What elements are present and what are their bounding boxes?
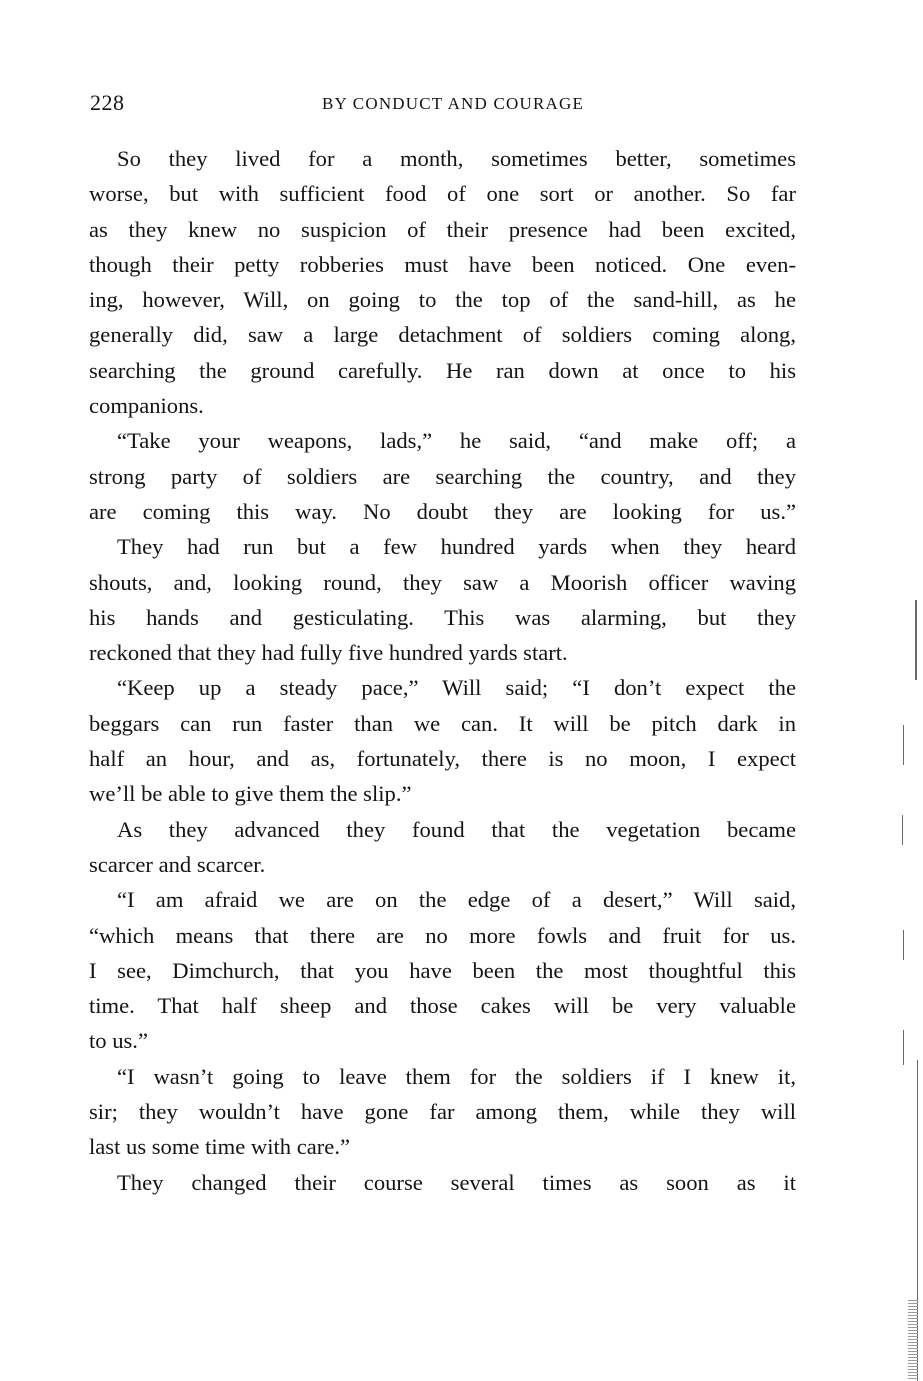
text-line: are coming this way. No doubt they are looking for us.” bbox=[89, 498, 796, 524]
text-line: reckoned that they had fully five hundred yards start. bbox=[89, 640, 568, 666]
text-line: shouts, and, looking round, they saw a Moorish officer waving bbox=[89, 569, 796, 595]
text-line: ing, however, Will, on going to the top of the sand-hill, as he bbox=[89, 287, 796, 313]
text-line: As they advanced they found that the vegetation became bbox=[117, 816, 796, 842]
text-line: his hands and gesticulating. This was alarming, but they bbox=[89, 604, 796, 630]
scan-edge-mark bbox=[903, 930, 904, 960]
scan-edge-mark bbox=[903, 725, 904, 765]
body-text bbox=[89, 141, 796, 1200]
text-line: strong party of soldiers are searching the country, and they bbox=[89, 463, 796, 489]
text-line: sir; they wouldn’t have gone far among them, while they will bbox=[89, 1099, 796, 1125]
text-line: They had run but a few hundred yards when they heard bbox=[117, 534, 796, 560]
text-line: last us some time with care.” bbox=[89, 1134, 351, 1160]
text-line: as they knew no suspicion of their presence had been excited, bbox=[89, 216, 796, 242]
page-header bbox=[90, 90, 796, 124]
text-line: “I wasn’t going to leave them for the soldiers if I knew it, bbox=[117, 1063, 796, 1089]
text-line: we’ll be able to give them the slip.” bbox=[89, 781, 412, 807]
text-line: half an hour, and as, fortunately, there is no moon, I expect bbox=[89, 746, 796, 772]
text-line: They changed their course several times as soon as it bbox=[117, 1169, 796, 1195]
text-line: beggars can run faster than we can. It will be pitch dark in bbox=[89, 710, 796, 736]
text-line: companions. bbox=[89, 393, 204, 419]
text-line: worse, but with sufficient food of one sort or another. So far bbox=[89, 181, 796, 207]
scan-edge-mark bbox=[903, 1030, 904, 1065]
scan-edge-shadow bbox=[908, 1300, 918, 1381]
text-line: I see, Dimchurch, that you have been the most thoughtful this bbox=[89, 957, 796, 983]
running-head: BY CONDUCT AND COURAGE bbox=[321, 94, 585, 113]
text-line: to us.” bbox=[89, 1028, 148, 1054]
text-line: time. That half sheep and those cakes will be very valuable bbox=[89, 993, 796, 1019]
text-line: generally did, saw a large detachment of soldiers coming along, bbox=[89, 322, 796, 348]
text-line: “I am afraid we are on the edge of a desert,” Will said, bbox=[117, 887, 796, 913]
scan-edge-mark bbox=[915, 600, 917, 680]
text-line: “Take your weapons, lads,” he said, “and make off; a bbox=[117, 428, 796, 454]
text-line: though their petty robberies must have been noticed. One even- bbox=[89, 251, 796, 277]
text-line: “Keep up a steady pace,” Will said; “I don’t expect the bbox=[117, 675, 796, 701]
text-line: scarcer and scarcer. bbox=[89, 851, 266, 877]
text-line: “which means that there are no more fowls and fruit for us. bbox=[89, 922, 796, 948]
scan-edge-mark bbox=[902, 815, 903, 845]
page-number: 228 bbox=[90, 90, 125, 115]
text-line: So they lived for a month, sometimes better, sometimes bbox=[117, 146, 796, 171]
text-line: searching the ground carefully. He ran down at once to his bbox=[89, 357, 796, 383]
